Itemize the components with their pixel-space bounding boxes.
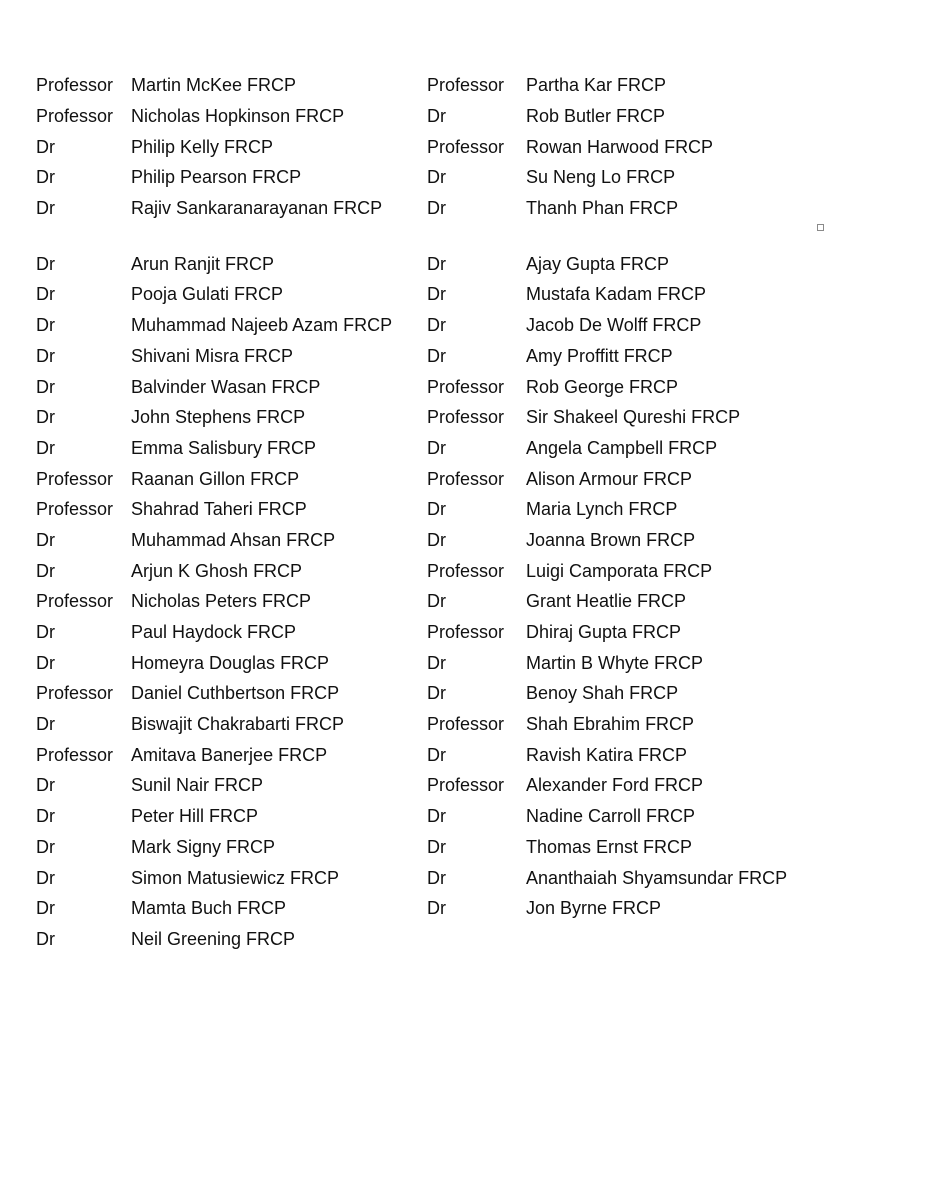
signatory-row (427, 341, 787, 372)
signatory-row (36, 862, 392, 893)
signatory-title: Dr (427, 867, 446, 888)
signatory-row (427, 739, 787, 770)
signatory-row (36, 70, 392, 101)
signatory-title: Dr (427, 106, 446, 127)
signatory-title: Professor (427, 136, 505, 157)
signatory-title: Professor (36, 499, 114, 520)
signatory-title: Dr (36, 652, 55, 673)
signatory-name: Joanna Brown FRCP (526, 529, 696, 550)
signatory-name: Pooja Gulati FRCP (131, 284, 284, 305)
signatory-name: Mark Signy FRCP (131, 836, 276, 857)
signatory-name: Angela Campbell FRCP (526, 437, 718, 458)
signatory-name: Philip Pearson FRCP (131, 167, 302, 188)
signatory-title: Dr (427, 806, 446, 827)
signatory-name: Jacob De Wolff FRCP (526, 315, 702, 336)
signatory-row (427, 555, 787, 586)
signatory-row (427, 678, 787, 709)
signatory-row (427, 801, 787, 832)
signatory-row (427, 193, 787, 224)
signatory-title: Dr (427, 836, 446, 857)
signatory-row (427, 101, 787, 132)
signatory-title: Dr (36, 529, 55, 550)
signatory-title: Professor (427, 622, 505, 643)
signatory-name: Su Neng Lo FRCP (526, 167, 676, 188)
signatory-title: Dr (36, 836, 55, 857)
signatory-name: Neil Greening FRCP (131, 928, 296, 949)
signatory-title: Dr (427, 591, 446, 612)
signatory-name: Muhammad Najeeb Azam FRCP (131, 315, 393, 336)
signatory-name: Partha Kar FRCP (526, 75, 667, 96)
signatory-row (36, 647, 392, 678)
signatory-row (36, 193, 392, 224)
signatory-row (427, 279, 787, 310)
signatory-row (427, 647, 787, 678)
signatory-title: Dr (36, 376, 55, 397)
signatory-title: Dr (36, 622, 55, 643)
signatory-row (36, 494, 392, 525)
signatory-title: Professor (36, 744, 114, 765)
signatories-right-column (427, 70, 787, 924)
signatory-title: Dr (36, 714, 55, 735)
signatory-name: Biswajit Chakrabarti FRCP (131, 714, 345, 735)
signatory-title: Professor (427, 714, 505, 735)
signatory-row (36, 709, 392, 740)
signatory-title: Dr (427, 652, 446, 673)
signatory-name: Nicholas Peters FRCP (131, 591, 312, 612)
signatory-row (427, 617, 787, 648)
signatory-name: Nadine Carroll FRCP (526, 806, 696, 827)
signatory-row (427, 586, 787, 617)
signatory-row (36, 525, 392, 556)
signatory-row (36, 162, 392, 193)
signatory-title: Dr (36, 167, 55, 188)
signatory-name: Alison Armour FRCP (526, 468, 693, 489)
signatory-name: Paul Haydock FRCP (131, 622, 297, 643)
signatory-name: Arun Ranjit FRCP (131, 253, 275, 274)
signatory-row (36, 770, 392, 801)
signatory-name: Philip Kelly FRCP (131, 136, 274, 157)
signatory-name: Luigi Camporata FRCP (526, 560, 713, 581)
signatory-name: Homeyra Douglas FRCP (131, 652, 330, 673)
signatory-row (36, 131, 392, 162)
signatory-title: Dr (427, 499, 446, 520)
signatory-row (427, 893, 787, 924)
signatory-name: Rob George FRCP (526, 376, 679, 397)
signatory-title: Professor (427, 468, 505, 489)
signatory-title: Professor (427, 775, 505, 796)
signatory-title: Dr (427, 437, 446, 458)
group-spacer (36, 223, 392, 248)
signatory-name: Raanan Gillon FRCP (131, 468, 300, 489)
signatory-row (427, 525, 787, 556)
signatory-row (36, 279, 392, 310)
signatory-name: Nicholas Hopkinson FRCP (131, 106, 345, 127)
signatory-title: Dr (36, 345, 55, 366)
signatory-name: Amitava Banerjee FRCP (131, 744, 328, 765)
signatory-name: Ajay Gupta FRCP (526, 253, 670, 274)
anchor-marker-icon (817, 224, 824, 231)
signatory-name: Peter Hill FRCP (131, 806, 259, 827)
signatory-name: John Stephens FRCP (131, 407, 306, 428)
signatory-title: Dr (36, 775, 55, 796)
signatory-name: Jon Byrne FRCP (526, 898, 662, 919)
signatory-row (427, 402, 787, 433)
signatory-name: Shahrad Taheri FRCP (131, 499, 307, 520)
signatory-row (36, 555, 392, 586)
signatory-title: Dr (427, 345, 446, 366)
signatory-name: Simon Matusiewicz FRCP (131, 867, 340, 888)
signatory-row (36, 341, 392, 372)
signatory-title: Professor (36, 75, 114, 96)
signatory-title: Dr (36, 437, 55, 458)
signatory-name: Benoy Shah FRCP (526, 683, 679, 704)
signatory-title: Dr (427, 744, 446, 765)
signatory-name: Dhiraj Gupta FRCP (526, 622, 682, 643)
signatory-title: Professor (36, 683, 114, 704)
signatory-row (427, 709, 787, 740)
signatory-row (427, 770, 787, 801)
signatory-title: Dr (427, 683, 446, 704)
signatory-title: Professor (427, 407, 505, 428)
signatory-row (427, 494, 787, 525)
signatory-name: Muhammad Ahsan FRCP (131, 529, 336, 550)
signatory-title: Dr (36, 898, 55, 919)
signatory-row (36, 402, 392, 433)
signatory-name: Alexander Ford FRCP (526, 775, 704, 796)
signatory-row (36, 433, 392, 464)
signatory-title: Dr (427, 167, 446, 188)
signatory-title: Dr (36, 407, 55, 428)
signatory-row (427, 862, 787, 893)
signatory-title: Professor (36, 106, 114, 127)
signatory-name: Emma Salisbury FRCP (131, 437, 317, 458)
signatory-name: Martin McKee FRCP (131, 75, 297, 96)
signatory-name: Rowan Harwood FRCP (526, 136, 714, 157)
signatory-name: Ravish Katira FRCP (526, 744, 688, 765)
signatory-name: Shah Ebrahim FRCP (526, 714, 695, 735)
signatory-name: Grant Heatlie FRCP (526, 591, 687, 612)
signatory-title: Dr (427, 315, 446, 336)
signatory-row (36, 739, 392, 770)
signatory-row (427, 832, 787, 863)
signatory-name: Thanh Phan FRCP (526, 198, 679, 219)
signatory-name: Mamta Buch FRCP (131, 898, 287, 919)
signatory-title: Professor (427, 560, 505, 581)
signatory-row (427, 371, 787, 402)
signatory-title: Dr (36, 136, 55, 157)
signatory-name: Martin B Whyte FRCP (526, 652, 704, 673)
signatory-title: Professor (36, 591, 114, 612)
signatory-row (36, 463, 392, 494)
signatory-name: Arjun K Ghosh FRCP (131, 560, 303, 581)
signatory-name: Amy Proffitt FRCP (526, 345, 673, 366)
signatory-row (36, 101, 392, 132)
signatory-name: Ananthaiah Shyamsundar FRCP (526, 867, 788, 888)
signatory-title: Dr (36, 198, 55, 219)
signatory-name: Thomas Ernst FRCP (526, 836, 693, 857)
signatory-title: Dr (427, 898, 446, 919)
signatory-title: Dr (36, 315, 55, 336)
signatory-title: Professor (427, 376, 505, 397)
signatory-row (427, 131, 787, 162)
signatory-title: Dr (36, 560, 55, 581)
signatory-title: Dr (427, 253, 446, 274)
signatory-row (36, 617, 392, 648)
signatory-row (36, 801, 392, 832)
signatory-title: Dr (36, 867, 55, 888)
signatory-row (427, 463, 787, 494)
signatory-row (36, 893, 392, 924)
signatory-row (36, 678, 392, 709)
signatory-title: Professor (36, 468, 114, 489)
signatory-name: Sunil Nair FRCP (131, 775, 264, 796)
signatory-name: Rob Butler FRCP (526, 106, 666, 127)
signatory-title: Dr (36, 928, 55, 949)
signatory-name: Sir Shakeel Qureshi FRCP (526, 407, 741, 428)
signatory-title: Dr (427, 284, 446, 305)
signatory-name: Mustafa Kadam FRCP (526, 284, 707, 305)
signatory-title: Dr (427, 198, 446, 219)
signatory-row (36, 924, 392, 955)
signatory-title: Dr (36, 806, 55, 827)
signatory-row (36, 586, 392, 617)
signatory-row (36, 310, 392, 341)
group-spacer (427, 223, 787, 248)
signatory-title: Dr (36, 284, 55, 305)
signatories-left-column (36, 70, 392, 954)
signatory-name: Daniel Cuthbertson FRCP (131, 683, 340, 704)
signatory-name: Rajiv Sankaranarayanan FRCP (131, 198, 383, 219)
signatory-row (427, 248, 787, 279)
signatory-name: Shivani Misra FRCP (131, 345, 294, 366)
signatory-title: Dr (36, 253, 55, 274)
signatory-title: Professor (427, 75, 505, 96)
signatory-row (427, 162, 787, 193)
signatory-title: Dr (427, 529, 446, 550)
signatory-row (36, 248, 392, 279)
signatory-row (427, 310, 787, 341)
signatory-row (36, 371, 392, 402)
signatory-name: Balvinder Wasan FRCP (131, 376, 321, 397)
signatory-row (427, 433, 787, 464)
signatory-row (427, 70, 787, 101)
signatory-name: Maria Lynch FRCP (526, 499, 678, 520)
signatory-row (36, 832, 392, 863)
